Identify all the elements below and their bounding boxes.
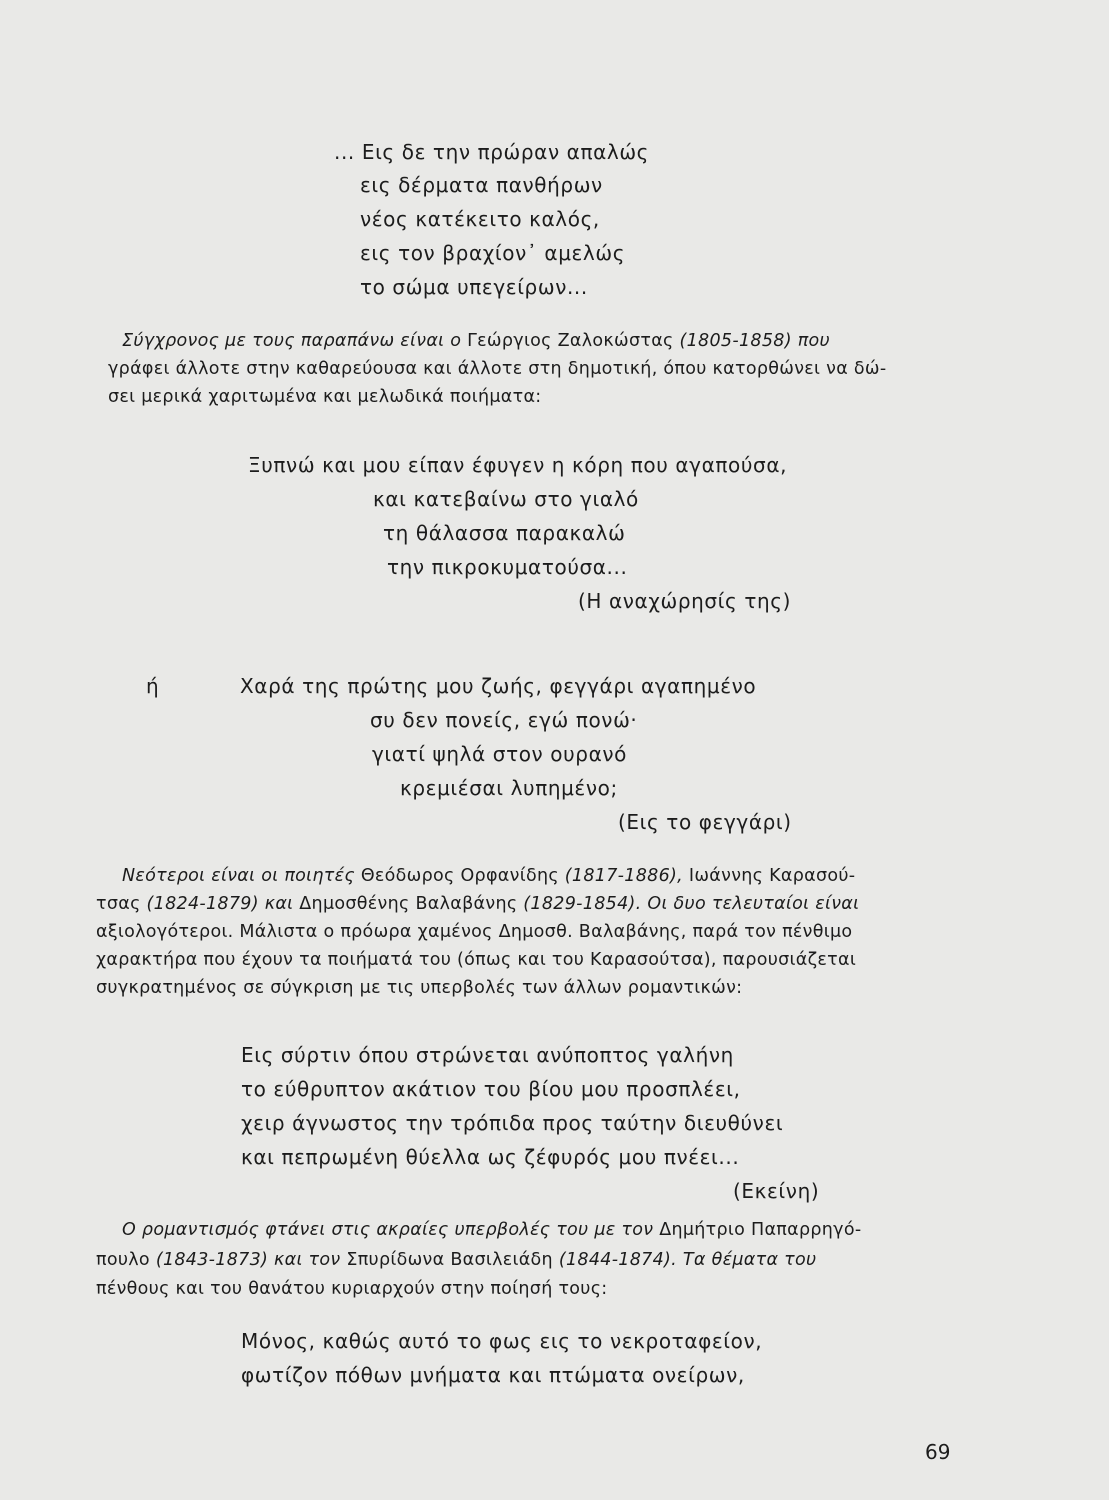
paragraph-1-line-3: σει μερικά χαριτωμένα και μελωδικά ποιήματα: <box>108 387 542 407</box>
poem-5-line-1: Μόνος, καθώς αυτό το φως εις το νεκροταφείον, <box>241 1329 763 1353</box>
poem-4-title: (Εκείνη) <box>733 1179 820 1203</box>
paragraph-2-line-5: συγκρατημένος σε σύγκριση με τις υπερβολές των άλλων ρομαντικών: <box>96 978 743 998</box>
poem-1-line-5: το σώμα υπεγείρων... <box>360 275 588 299</box>
paragraph-2-line-4: χαρακτήρα που έχουν τα ποιήματά του (όπως και του Καρασούτσα), παρουσιάζεται <box>96 950 857 970</box>
paragraph-2-line-3: αξιολογότεροι. Μάλιστα ο πρόωρα χαμένος Δημοσθ. Βαλαβάνης, παρά τον πένθιμο <box>96 922 853 942</box>
poem-4-line-4: και πεπρωμένη θύελλα ως ζέφυρός μου πνέει... <box>241 1145 740 1169</box>
paragraph-3-line-1-a: Ο ρομαντισμός φτάνει στις ακραίες υπερβολές του με τον <box>122 1220 654 1240</box>
paragraph-2-line-1 <box>122 868 855 886</box>
poem-1-line-3: νέος κατέκειτο καλός, <box>360 207 600 231</box>
poem-2-line-2: και κατεβαίνω στο γιαλό <box>373 487 639 511</box>
paragraph-1-line-1-c: (1805-1858) που <box>679 331 830 351</box>
poet-name-orfanidis: Θεόδωρος Ορφανίδης <box>360 866 559 886</box>
poem-3-line-4: κρεμιέσαι λυπημένο; <box>400 776 618 800</box>
poem-1-line-2: εις δέρματα πανθήρων <box>360 173 603 197</box>
poem-5-line-2: φωτίζον πόθων μνήματα και πτώματα ονείρων, <box>241 1363 745 1387</box>
poem-3-marker: ή <box>146 674 160 698</box>
poem-4-line-3: χειρ άγνωστος την τρόπιδα προς ταύτην διευθύνει <box>241 1111 784 1135</box>
paragraph-1-line-1 <box>122 333 830 351</box>
paragraph-2-line-1-c: (1817-1886), <box>564 866 684 886</box>
paragraph-1-line-1-a: Σύγχρονος με τους παραπάνω είναι ο <box>122 331 462 351</box>
poem-3-line-3: γιατί ψηλά στον ουρανό <box>372 742 627 766</box>
paragraph-2-line-2-b: (1824-1879) και <box>146 894 294 914</box>
poet-name-zalokostas: Γεώργιος Ζαλοκώστας <box>467 331 674 351</box>
paragraph-1-line-2: γράφει άλλοτε στην καθαρεύουσα και άλλοτε στη δημοτική, όπου κατορθώνει να δώ- <box>108 359 887 379</box>
paragraph-2-line-2-d: (1829-1854). Οι δυο τελευταίοι είναι <box>523 894 860 914</box>
poem-4-line-1: Εις σύρτιν όπου στρώνεται ανύποπτος γαλήνη <box>241 1043 734 1067</box>
paragraph-3-line-2-a: πουλο <box>96 1250 150 1270</box>
paragraph-2-line-1-a: Νεότεροι είναι οι ποιητές <box>122 866 355 886</box>
paragraph-2-line-2 <box>96 896 859 914</box>
poem-2-line-4: την πικροκυματούσα... <box>387 555 628 579</box>
paragraph-3-line-2-d: (1844-1874). Τα θέματα του <box>558 1250 817 1270</box>
page-number: 69 <box>925 1440 951 1464</box>
poet-name-vasileiadis: Σπυρίδωνα Βασιλειάδη <box>346 1250 553 1270</box>
poem-2-line-3: τη θάλασσα παρακαλώ <box>383 521 626 545</box>
poem-2-line-1: Ξυπνώ και μου είπαν έφυγεν η κόρη που αγαπούσα, <box>248 453 788 477</box>
poet-name-paparrigopoulos: Δημήτριο Παπαρρηγό- <box>659 1220 862 1240</box>
poem-1-line-1: ... Εις δε την πρώραν απαλώς <box>334 140 650 164</box>
poem-4-line-2: το εύθρυπτον ακάτιον του βίου μου προσπλέει, <box>241 1077 741 1101</box>
paragraph-2-line-2-a: τσας <box>96 894 141 914</box>
poem-3-title: (Εις το φεγγάρι) <box>618 810 792 834</box>
poem-1-line-4: εις τον βραχίον᾿ αμελώς <box>360 241 626 265</box>
poem-2-title: (Η αναχώρησίς της) <box>578 589 792 613</box>
poet-name-karasoutsas: Ιωάννης Καρασού- <box>688 866 856 886</box>
poem-3-line-1: Χαρά της πρώτης μου ζωής, φεγγάρι αγαπημένο <box>240 674 757 698</box>
poem-3-line-2: συ δεν πονείς, εγώ πονώ· <box>370 708 638 732</box>
poet-name-valavanis: Δημοσθένης Βαλαβάνης <box>299 894 518 914</box>
paragraph-3-line-2 <box>96 1252 816 1270</box>
paragraph-3-line-1 <box>122 1222 861 1240</box>
paragraph-3-line-3: πένθους και του θανάτου κυριαρχούν στην ποίησή τους: <box>96 1279 608 1299</box>
paragraph-3-line-2-b: (1843-1873) και τον <box>155 1250 341 1270</box>
